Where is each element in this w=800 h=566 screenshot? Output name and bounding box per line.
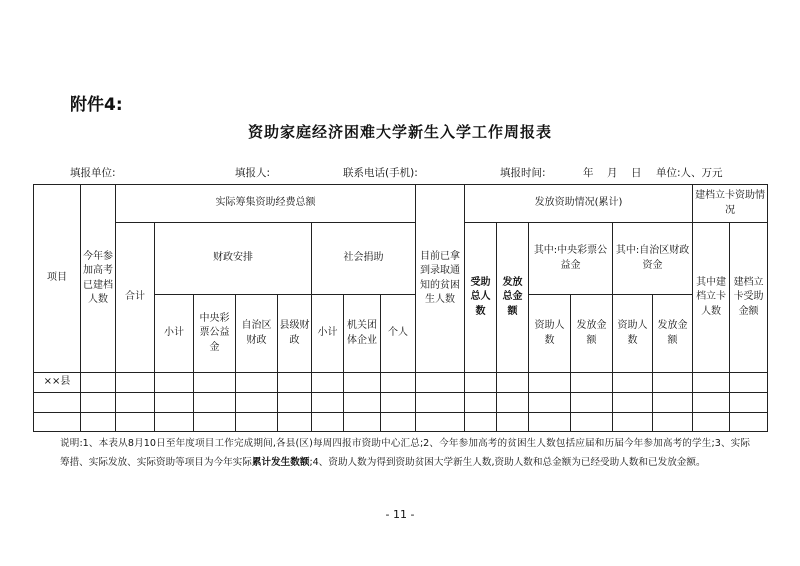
row-label [34,413,81,432]
header-lottery-aided-count: 资助人数 [529,295,571,373]
table-row [34,373,768,393]
header-aided-total: 受助总人数 [465,223,497,373]
header-registered: 今年参加高考已建档人数 [81,185,116,373]
meta-year: 年 [583,167,594,179]
header-region-paid-amount: 发放金额 [653,295,693,373]
notes-bold: 累计发生数额 [251,457,310,468]
table-row [34,393,768,413]
table-row [34,413,768,432]
header-county-finance: 县级财政 [278,295,312,373]
header-of-which-region: 其中:自治区财政资金 [613,223,693,295]
header-paid-total: 发放总金额 [497,223,529,373]
header-donation: 社会捐助 [312,223,416,295]
header-item: 项目 [34,185,81,373]
header-subtotal-all: 合计 [116,223,155,373]
header-notified: 目前已拿到录取通知的贫困生人数 [416,185,465,373]
meta-phone: 联系电话(手机): [343,167,418,179]
header-individuals: 个人 [381,295,416,373]
header-central-lottery: 中央彩票公益金 [194,295,236,373]
header-funds-total: 实际筹集资助经费总额 [116,185,416,223]
header-card: 建档立卡资助情况 [693,185,768,223]
row-label: ××县 [34,373,81,393]
meta-units: 单位:人、万元 [656,167,723,179]
header-distribution: 发放资助情况(累计) [465,185,693,223]
header-region-finance: 自治区财政 [236,295,278,373]
report-table [33,184,768,432]
meta-time: 填报时间: [500,167,546,179]
header-lottery-paid-amount: 发放金额 [571,295,613,373]
header-region-aided-count: 资助人数 [613,295,653,373]
attachment-label: 附件4: [70,95,123,115]
header-finance: 财政安排 [155,223,312,295]
header-card-files: 其中建档立卡人数 [693,223,730,373]
meta-unit: 填报单位: [70,167,116,179]
row-label [34,393,81,413]
header-of-which-lottery: 其中:中央彩票公益金 [529,223,613,295]
meta-day: 日 [631,167,642,179]
header-finance-subtotal: 小计 [155,295,194,373]
notes [60,434,750,472]
header-card-amount: 建档立卡受助金额 [730,223,768,373]
header-institutions: 机关团体企业 [344,295,381,373]
meta-filler: 填报人: [235,167,271,179]
header-donation-subtotal: 小计 [312,295,344,373]
page-number: - 11 - [385,508,415,521]
meta-month: 月 [607,167,618,179]
notes-part2: ;4、资助人数为得到资助贫困大学新生人数,资助人数和总金额为已经受助人数和已发放金额。 [309,457,706,468]
notes-part1: 说明:1、本表从8月10日至年度项目工作完成期间,各县(区)每周四报市资助中心汇总;2、今年参加高考的贫困生人数包括应届和历届今年参加高考的学生;3、实际筹措、实际发放、实际资助等项目为今年实际 [60,438,750,468]
page-title: 资助家庭经济困难大学新生入学工作周报表 [247,123,552,141]
